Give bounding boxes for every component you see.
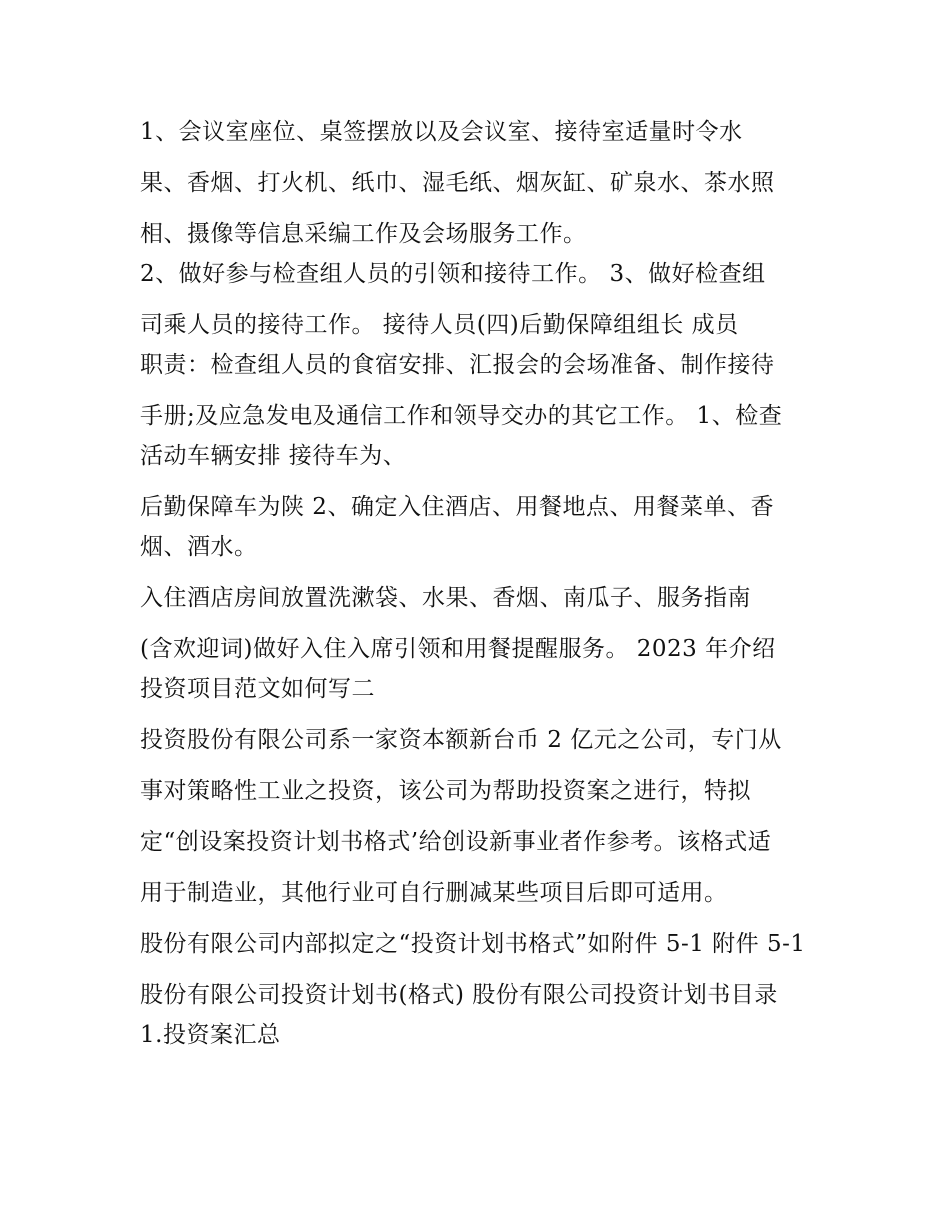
document-body	[140, 112, 820, 1055]
text-line-11: 入住酒店房间放置洗漱袋、水果、香烟、南瓜子、服务指南	[140, 585, 751, 611]
text-line-7: 手册;及应急发电及通信工作和领导交办的其它工作。 1、检查	[140, 403, 783, 429]
text-line-18: 股份有限公司内部拟定之“投资计划书格式”如附件 5-1 附件 5-1	[140, 931, 806, 957]
text-line-15: 事对策略性工业之投资，该公司为帮助投资案之进行，特拟	[140, 778, 751, 804]
text-line-5: 司乘人员的接待工作。 接待人员(四)后勤保障组组长 成员	[140, 312, 739, 338]
text-line-2: 果、香烟、打火机、纸巾、湿毛纸、烟灰缸、矿泉水、茶水照	[140, 170, 775, 196]
text-line-1: 1、会议室座位、桌签摆放以及会议室、接待室适量时令水	[140, 119, 743, 145]
text-line-10: 烟、酒水。	[140, 534, 258, 560]
text-line-13: 投资项目范文如何写二	[140, 676, 375, 702]
text-line-3: 相、摄像等信息采编工作及会场服务工作。	[140, 221, 587, 247]
text-line-8: 活动车辆安排 接待车为、	[140, 443, 407, 469]
text-line-19: 股份有限公司投资计划书(格式) 股份有限公司投资计划书目录	[140, 982, 778, 1008]
text-line-14: 投资股份有限公司系一家资本额新台币 2 亿元之公司，专门从	[140, 727, 782, 753]
text-line-16: 定“创设案投资计划书格式’给创设新事业者作参考。该格式适	[140, 829, 772, 855]
text-line-4: 2、做好参与检查组人员的引领和接待工作。 3、做好检查组	[140, 261, 766, 287]
text-line-6: 职责：检查组人员的食宿安排、汇报会的会场准备、制作接待	[140, 352, 775, 378]
text-line-17: 用于制造业，其他行业可自行删减某些项目后即可适用。	[140, 880, 728, 906]
text-line-20: 1.投资案汇总	[140, 1022, 281, 1048]
text-line-12: (含欢迎词)做好入住入席引领和用餐提醒服务。 2023 年介绍	[140, 636, 776, 662]
text-line-9: 后勤保障车为陕 2、确定入住酒店、用餐地点、用餐菜单、香	[140, 494, 774, 520]
